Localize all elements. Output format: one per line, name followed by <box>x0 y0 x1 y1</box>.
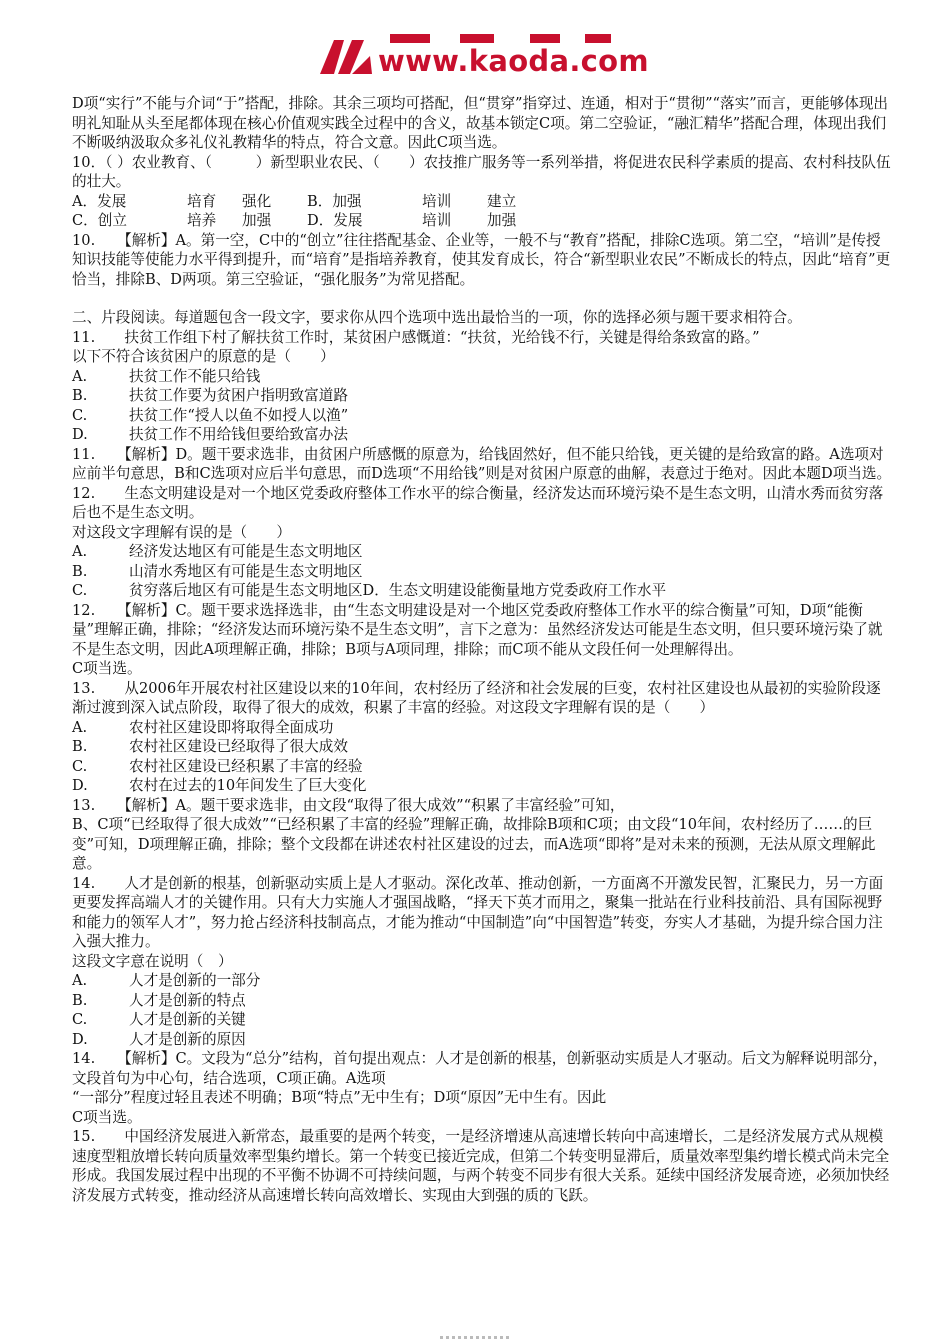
choice-cell: 培训 <box>422 212 452 229</box>
answer-option <box>72 757 892 777</box>
answer-option <box>72 386 892 406</box>
choice-cell: 培训 <box>422 192 452 210</box>
option-text: 经济发达地区有可能是生态文明地区 <box>129 543 363 560</box>
choice-cell: B．加强 <box>307 192 362 210</box>
answer-option <box>72 971 892 991</box>
option-text: 农村社区建设已经积累了丰富的经验 <box>129 757 363 775</box>
paragraph: “一部分”程度过轻且表述不明确；B项“特点”无中生有；D项“原因”无中生有。因此 <box>72 1089 607 1106</box>
answer-option <box>72 542 892 562</box>
choice-cell: 加强 <box>242 212 272 229</box>
paragraph: 11. 扶贫工作组下村了解扶贫工作时，某贫困户感慨道：“扶贫，光给钱不行，关键是得给条致富的路。” <box>72 328 760 346</box>
paragraph: 10. 【解析】A。第一空，C中的“创立”往往搭配基金、企业等，一般不与“教育”搭配，排除C选项。第二空，“培训”是传授知识技能等使能力水平得到提升，而“培育”是指培养教育，使其发育成长，符合“新型职业农民”不断成长的特点，因此“培育”更恰当，排除B、D两项。第三空验证，“强化服务”为常见搭配。 <box>72 231 891 288</box>
choice-cell: 强化 <box>242 192 272 210</box>
choice-row <box>72 192 892 212</box>
option-key: B. <box>72 738 88 755</box>
page-footer-mark <box>440 1336 510 1339</box>
option-text: 人才是创新的原因 <box>129 1030 246 1048</box>
paragraph-gap <box>72 289 892 308</box>
answer-option <box>72 1010 892 1030</box>
paragraph: 11. 【解析】D。题干要求选非，由贫困户所感慨的原意为，给钱固然好，但不能只给钱，更关键的是给致富的路。A选项对应前半句意思，B和C选项对应后半句意思，而D选项“不用给钱”则是对贫困户原意的曲解，表意过于绝对。因此本题D项当选。 <box>72 445 892 482</box>
choice-row <box>72 211 892 231</box>
paragraph: 14. 人才是创新的根基，创新驱动实质上是人才驱动。深化改革、推动创新，一方面离不开激发民智，汇聚民力，另一方面更要发挥高端人才的关键作用。只有大力实施人才强国战略，“择天下英才而用之，聚集一批站在行业科技前沿、具有国际视野和能力的领军人才”，努力抢占经济科技制高点，才能为推动“中国制造”向“中国智造”转变，夯实人才基础，为提升综合国力注入强大推力。 <box>72 874 884 950</box>
choice-cell: A．发展 <box>72 192 127 210</box>
paragraph: 14. 【解析】C。文段为“总分”结构，首句提出观点：人才是创新的根基，创新驱动实质是人才驱动。后文为解释说明部分，文段首句为中心句，结合选项，C项正确。A选项 <box>72 1050 888 1087</box>
answer-option <box>72 991 892 1011</box>
option-text: 农村社区建设已经取得了很大成效 <box>129 738 348 755</box>
option-text: 人才是创新的特点 <box>129 991 246 1009</box>
option-text: 人才是创新的一部分 <box>129 972 261 989</box>
option-text: 扶贫工作不能只给钱 <box>129 367 261 385</box>
paragraph: 以下不符合该贫困户的原意的是（ ） <box>72 348 335 365</box>
option-key: D. <box>72 1030 88 1048</box>
option-key: D. <box>72 426 88 443</box>
paragraph: B、C项“已经取得了很大成效”“已经积累了丰富的经验”理解正确，故排除B项和C项；由文段“10年间，农村经历了……的巨变”可知，D项理解正确，排除；整个文段都在讲述农村社区建设的过去，而A选项“即将”是对未来的预测，无法从原文理解此意。 <box>72 816 876 872</box>
option-text: 人才是创新的关键 <box>129 1011 246 1028</box>
answer-option <box>72 581 892 601</box>
option-key: A. <box>72 367 88 385</box>
option-key: A. <box>72 543 88 560</box>
choice-cell: D．发展 <box>307 212 363 229</box>
option-text: 扶贫工作要为贫困户指明致富道路 <box>129 387 348 404</box>
logo-banner <box>380 34 620 44</box>
choice-cell: 加强 <box>487 212 517 229</box>
option-text: 扶贫工作不用给钱但要给致富办法 <box>129 426 348 443</box>
paragraph: 二、片段阅读。每道题包含一段文字，要求你从四个选项中选出最恰当的一项，你的选择必须与题干要求相符合。 <box>72 309 802 326</box>
option-text: 农村在过去的10年间发生了巨大变化 <box>129 777 367 794</box>
option-text: 农村社区建设即将取得全面成功 <box>129 718 334 736</box>
site-url[interactable]: www.kaoda.com <box>378 44 649 78</box>
answer-option <box>72 737 892 757</box>
option-key: D. <box>72 777 88 794</box>
answer-option <box>72 425 892 445</box>
option-text: 山清水秀地区有可能是生态文明地区 <box>129 562 363 580</box>
answer-option <box>72 562 892 582</box>
paragraph: 12. 【解析】C。题干要求选择选非，由“生态文明建设是对一个地区党委政府整体工作水平的综合衡量”可知，D项“能衡量”理解正确，排除；“经济发达而环境污染不是生态文明”，言下之意为：虽然经济发达可能是生态文明，但只要环境污染了就不是生态文明，因此A项理解正确，排除；B项与A项同理，排除；而C项不能从文段任何一处理解得出。 <box>72 601 883 658</box>
paragraph: 15. 中国经济发展进入新常态，最重要的是两个转变，一是经济增速从高速增长转向中高速增长，二是经济发展方式从规模速度型粗放增长转向质量效率型集约增长。第一个转变已接近完成，但第二个转变明显滞后，质量效率型集约增长模式尚未完全形成。我国发展过程中出现的不平衡不协调不可持续问题，与两个转变不同步有很大关系。延续中国经济发展奇迹，必须加快经济发展方式转变，推动经济从高速增长转向高效增长、实现由大到强的质的飞跃。 <box>72 1128 890 1204</box>
option-key: C. <box>72 582 88 599</box>
option-text: 扶贫工作“授人以鱼不如授人以渔” <box>129 406 349 424</box>
option-text: 贫穷落后地区有可能是生态文明地区D．生态文明建设能衡量地方党委政府工作水平 <box>129 582 667 599</box>
answer-option <box>72 776 892 796</box>
site-logo[interactable] <box>320 34 650 80</box>
choice-cell: C．创立 <box>72 212 127 229</box>
choice-cell: 培育 <box>187 192 217 210</box>
option-key: B. <box>72 562 88 580</box>
answer-option <box>72 367 892 387</box>
option-key: C. <box>72 406 88 424</box>
paragraph: 13. 从2006年开展农村社区建设以来的10年间，农村经历了经济和社会发展的巨变，农村社区建设也从最初的实验阶段逐渐过渡到深入试点阶段，取得了很大的成效，积累了丰富的经验。对这段文字理解有误的是（ ） <box>72 679 881 716</box>
option-key: C. <box>72 757 88 775</box>
paragraph: 13. 【解析】A。题干要求选非，由文段“取得了很大成效”“积累了丰富经验”可知， <box>72 796 625 814</box>
logo-mark-icon <box>320 38 372 74</box>
option-key: A. <box>72 718 88 736</box>
paragraph: 这段文字意在说明（ ） <box>72 952 233 970</box>
choice-cell: 培养 <box>187 212 217 229</box>
paragraph: C项当选。 <box>72 1108 142 1126</box>
option-key: B. <box>72 991 88 1009</box>
answer-option <box>72 1030 892 1050</box>
paragraph: 10．（ ）农业教育、（ ）新型职业农民、（ ）农技推广服务等一系列举措，将促进农民科学素质的提高、农村科技队伍的壮大。 <box>72 153 891 190</box>
answer-option <box>72 718 892 738</box>
choice-cell: 建立 <box>487 192 517 210</box>
paragraph: 12. 生态文明建设是对一个地区党委政府整体工作水平的综合衡量，经济发达而环境污染不是生态文明，山清水秀而贫穷落后也不是生态文明。 <box>72 484 884 521</box>
paragraph: D项“实行”不能与介词“于”搭配，排除。其余三项均可搭配，但“贯穿”指穿过、连通，相对于“贯彻”“落实”而言，更能够体现出明礼知耻从头至尾都体现在核心价值观实践全过程中的含义，故基本锁定C项。第二空验证，“融汇精华”搭配合理，体现出我们不断吸纳汲取众多礼仪礼教精华的特点，符合文意。因此C项当选。 <box>72 95 889 151</box>
paragraph: 对这段文字理解有误的是（ ） <box>72 523 291 541</box>
answer-option <box>72 406 892 426</box>
option-key: C. <box>72 1011 88 1028</box>
option-key: B. <box>72 387 88 404</box>
document-body <box>72 94 892 1205</box>
option-key: A. <box>72 972 88 989</box>
paragraph: C项当选。 <box>72 660 142 677</box>
